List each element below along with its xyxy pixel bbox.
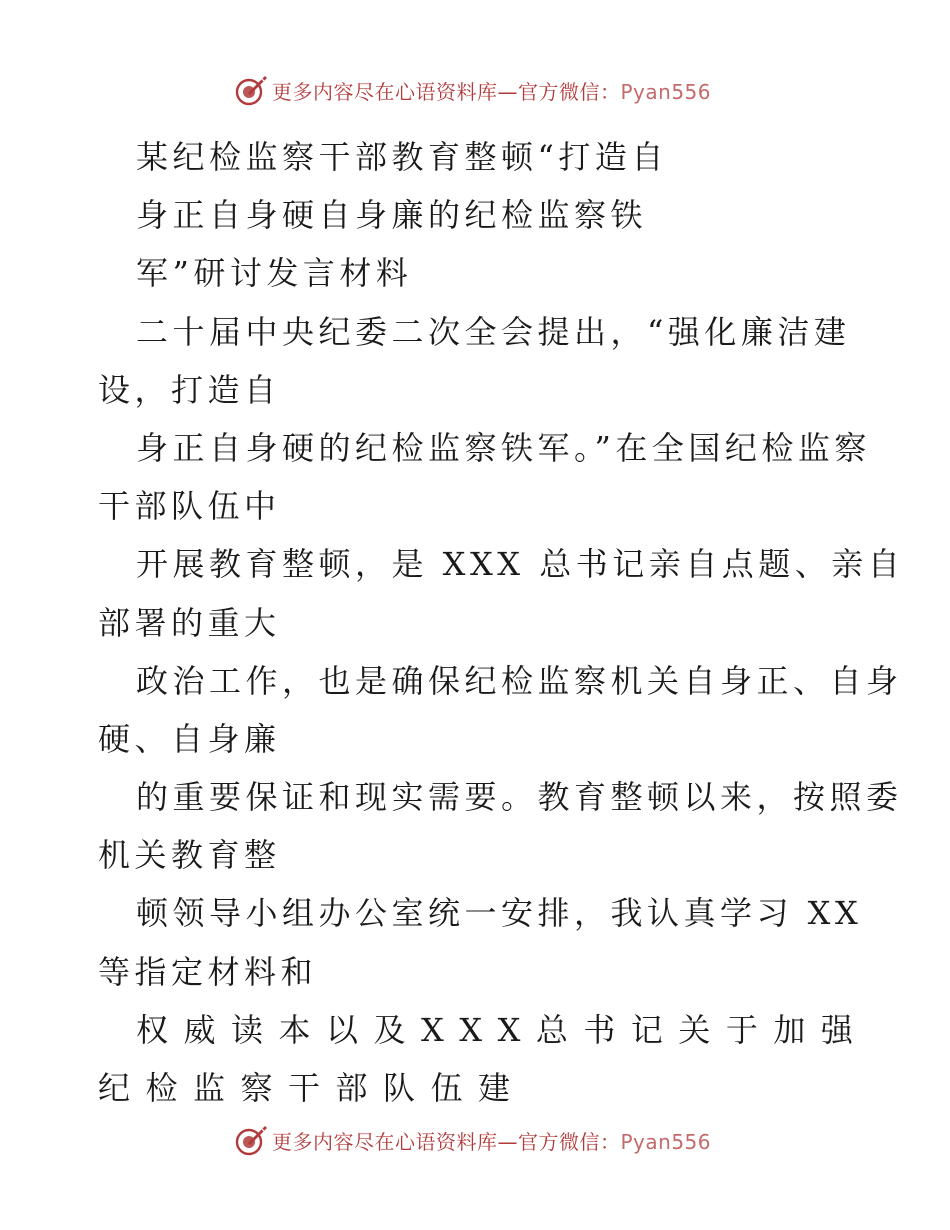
text-line: 部署的重大 (98, 603, 281, 642)
text-line: 某纪检监察干部教育整顿“打造自 (136, 138, 668, 176)
text-line: 等指定材料和 (98, 952, 318, 991)
text-line: 硬、自身廉 (98, 719, 281, 758)
text-line: 纪检监察干部队伍建 (98, 1069, 526, 1107)
footer-watermark-banner (234, 1122, 711, 1158)
text-line: 顿领导小组办公室统一安排，我认真学习 XX (136, 894, 863, 933)
text-line: 身正自身硬的纪检监察铁军。”在全国纪检监察 (136, 428, 871, 467)
text-line: 政治工作，也是确保纪检监察机关自身正、自身 (136, 661, 903, 700)
text-line: 军”研讨发言材料 (136, 254, 413, 293)
text-line: 机关教育整 (98, 836, 281, 875)
text-line: 开展教育整顿，是 XXX 总书记亲自点题、亲自 (136, 545, 905, 584)
watermark-text (272, 1126, 711, 1155)
watermark-label: 更多内容尽在心语资料库—官方微信： (272, 1129, 621, 1154)
quill-seal-icon (234, 1123, 268, 1157)
text-line: 干部队伍中 (98, 487, 281, 526)
quill-seal-icon (234, 73, 268, 107)
header-watermark-banner (234, 72, 711, 108)
text-line: 二十届中央纪委二次全会提出，“强化廉洁建 (136, 312, 851, 351)
watermark-wechat-id: Pyan556 (620, 79, 712, 104)
watermark-text (272, 76, 711, 105)
document-body (98, 128, 905, 1117)
watermark-wechat-id: Pyan556 (620, 1129, 712, 1154)
watermark-label: 更多内容尽在心语资料库—官方微信： (272, 79, 621, 104)
text-line: 身正自身硬自身廉的纪检监察铁 (136, 196, 648, 235)
text-line: 设，打造自 (98, 370, 281, 409)
text-line: 权威读本以及XXX总书记关于加强 (136, 1010, 869, 1049)
text-line: 的重要保证和现实需要。教育整顿以来，按照委 (136, 778, 903, 817)
